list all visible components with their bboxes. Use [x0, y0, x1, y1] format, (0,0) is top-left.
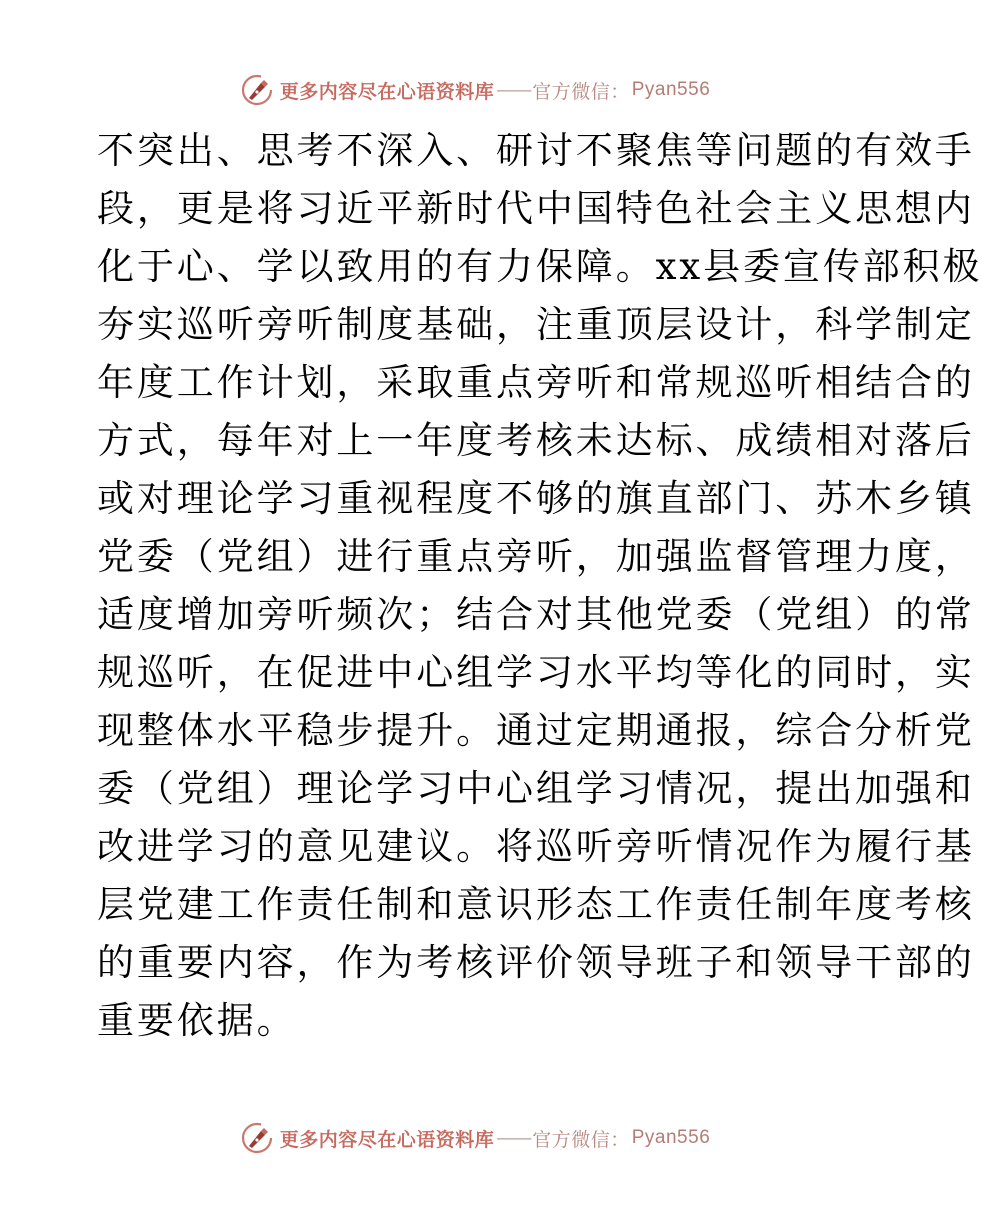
- body-line: 段，更是将习近平新时代中国特色社会主义思想内: [97, 187, 975, 230]
- body-line: 规巡听，在促进中心组学习水平均等化的同时，实: [97, 651, 975, 694]
- body-line: 党委（党组）进行重点旁听，加强监督管理力度，: [97, 535, 975, 578]
- body-line: 不突出、思考不深入、研讨不聚焦等问题的有效手: [97, 129, 975, 172]
- banner-main-text: 更多内容尽在心语资料库: [279, 80, 495, 103]
- banner-contact-label: 官方微信：: [532, 80, 630, 103]
- body-line: 或对理论学习重视程度不够的旗直部门、苏木乡镇: [97, 477, 975, 520]
- body-line: 委（党组）理论学习中心组学习情况，提出加强和: [97, 767, 975, 810]
- body-line: 夯实巡听旁听制度基础，注重顶层设计，科学制定: [97, 303, 975, 346]
- banner-contact-id: Pyan556: [631, 1127, 711, 1148]
- body-line: 现整体水平稳步提升。通过定期通报，综合分析党: [97, 709, 975, 752]
- body-line: 年度工作计划，采取重点旁听和常规巡听相结合的: [97, 361, 975, 404]
- banner-contact-label: 官方微信：: [532, 1128, 630, 1151]
- banner-main-text: 更多内容尽在心语资料库: [279, 1128, 495, 1151]
- body-line: 改进学习的意见建议。将巡听旁听情况作为履行基: [97, 825, 975, 868]
- banner-contact-id: Pyan556: [631, 79, 711, 100]
- body-line: 的重要内容，作为考核评价领导班子和领导干部的: [97, 941, 975, 984]
- banner-text: [280, 77, 711, 104]
- banner-text: [280, 1125, 711, 1152]
- pen-nib-logo-icon: [240, 1121, 274, 1155]
- body-line: 适度增加旁听频次；结合对其他党委（党组）的常: [97, 593, 975, 636]
- body-line: 化于心、学以致用的有力保障。xx县委宣传部积极: [97, 245, 982, 288]
- body-line: 层党建工作责任制和意识形态工作责任制年度考核: [97, 883, 975, 926]
- banner-separator: ——: [496, 1127, 531, 1149]
- body-line: 方式，每年对上一年度考核未达标、成绩相对落后: [97, 419, 975, 462]
- body-line: 重要依据。: [97, 999, 297, 1042]
- footer-banner: [0, 1118, 950, 1158]
- banner-separator: ——: [496, 79, 531, 101]
- document-body: [97, 122, 982, 1050]
- pen-nib-logo-icon: [240, 73, 274, 107]
- header-banner: [0, 70, 950, 110]
